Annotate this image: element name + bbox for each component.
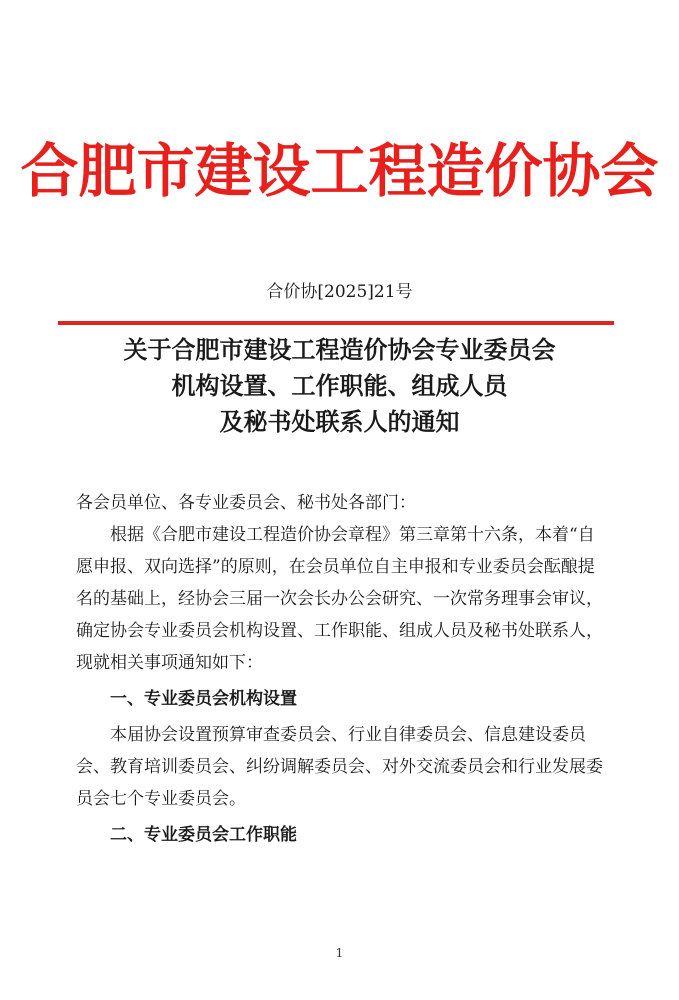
body-paragraph-1: 根据《合肥市建设工程造价协会章程》第三章第十六条，本着“自愿申报、双向选择”的原则，在会员单位自主申报和专业委员会酝酿提名的基础上，经协会三届一次会长办公会研究、一次常务理事会审议，确定协会专业委员会机构设置、工作职能、组成人员及秘书处联系人，现就相关事项通知如下： bbox=[76, 525, 603, 673]
body-paragraph-2: 本届协会设置预算审查委员会、行业自律委员会、信息建设委员会、教育培训委员会、纠纷调解委员会、对外交流委员会和行业发展委员会七个专业委员会。 bbox=[76, 725, 603, 809]
notice-title-line-1: 关于合肥市建设工程造价协会专业委员会 bbox=[123, 336, 556, 364]
masthead-title: 合肥市建设工程造价协会 bbox=[20, 137, 659, 205]
salutation: 各会员单位、各专业委员会、秘书处各部门： bbox=[76, 493, 416, 513]
notice-title bbox=[0, 332, 679, 440]
red-divider-rule bbox=[58, 321, 614, 325]
notice-title-line-2: 机构设置、工作职能、组成人员 bbox=[171, 372, 508, 400]
section-heading-2: 二、专业委员会工作职能 bbox=[110, 825, 297, 845]
section-heading-1: 一、专业委员会机构设置 bbox=[110, 689, 297, 709]
notice-body bbox=[76, 487, 608, 855]
notice-title-line-3: 及秘书处联系人的通知 bbox=[219, 408, 460, 436]
document-number: 合价协[2025]21号 bbox=[266, 282, 413, 302]
page-number: 1 bbox=[335, 946, 344, 960]
